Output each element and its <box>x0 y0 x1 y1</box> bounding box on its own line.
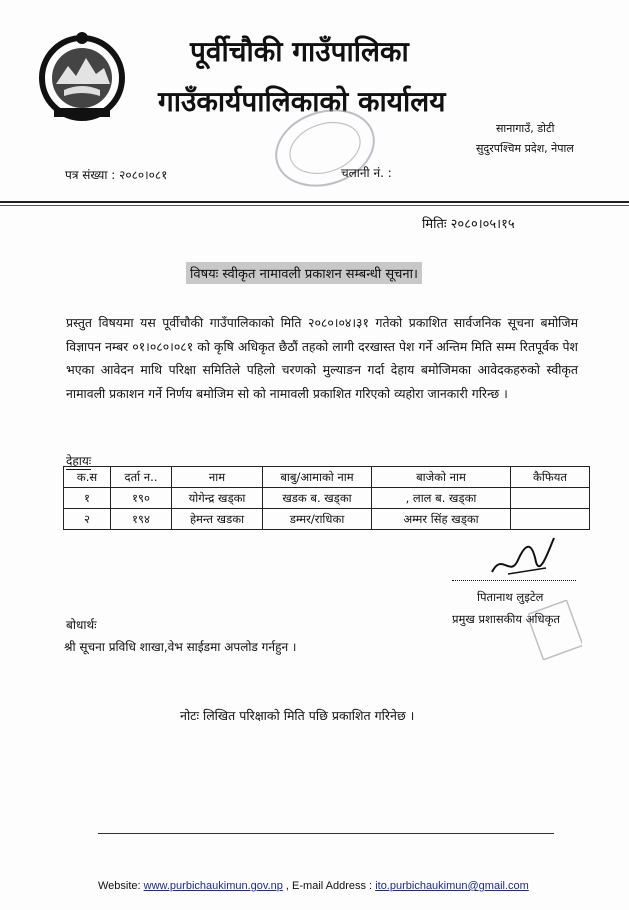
cell-remarks <box>511 509 590 530</box>
col-header-sn: क.स <box>64 467 111 488</box>
col-header-parent: बाबु/आमाको नाम <box>263 467 372 488</box>
office-name: गाउँकार्यपालिकाको कार्यालय <box>158 85 446 118</box>
cell-reg-no: १९४ <box>111 509 172 530</box>
cell-sn: २ <box>64 509 111 530</box>
col-header-reg-no: दर्ता न.. <box>111 467 172 488</box>
nepal-emblem-icon <box>34 28 130 124</box>
note-text: नोटः लिखित परिक्षाको मिति पछि प्रकाशित गरिनेछ । <box>180 708 415 723</box>
signature-line <box>452 580 576 581</box>
email-label: , E-mail Address : <box>285 880 373 892</box>
cell-remarks <box>511 488 590 509</box>
col-header-name: नाम <box>172 467 263 488</box>
signatory-post: प्रमुख प्रशासकीय अधिकृत <box>452 612 560 626</box>
subject-line: विषयः स्वीकृत नामावली प्रकाशन सम्बन्धी सूचना। <box>186 262 422 284</box>
cell-reg-no: १९० <box>111 488 172 509</box>
cell-parent: खडक ब. खड्का <box>263 488 372 509</box>
signatory-name: पितानाथ लुइटेल <box>477 590 544 604</box>
handwritten-signature <box>488 532 558 582</box>
col-header-remarks: कैफियत <box>511 467 590 488</box>
letter-date: मितिः २०८०।०५।१५ <box>422 217 515 232</box>
table-row <box>64 488 590 509</box>
footer-divider <box>98 833 554 834</box>
table-label: देहायः <box>66 454 92 468</box>
table-header-row <box>64 467 590 488</box>
copy-to-label: बोधार्थः <box>66 618 97 632</box>
cell-name: हेमन्त खडका <box>172 509 263 530</box>
address-line-1: सानागाउँ, डोटी <box>496 122 555 135</box>
dispatch-number: चलानी नं. : <box>341 166 392 180</box>
reference-number: पत्र संख्या : २०८०।०८१ <box>65 168 168 182</box>
address-line-2: सुदुरपश्चिम प्रदेश, नेपाल <box>476 142 574 155</box>
cell-parent: डम्मर/राधिका <box>263 509 372 530</box>
body-paragraph: प्रस्तुत विषयमा यस पूर्वीचौकी गाउँपालिकाको मिति २०८०।०४।३१ गतेको प्रकाशित सार्वजनिक सूचना बमोजिम विज्ञापन नम्बर ०१।०८०।०८१ को कृषि अधिकृत छैठौं तहको लागी दरखास्त पेश गर्ने अन्तिम मिति सम्म रितपूर्वक पेश भएका आवेदन माथि परिक्षा समितिले पहिलो चरणको मुल्याङन गर्दा देहाय बमोजिमका आवेदकहरुको स्वीकृत नामावली प्रकाशन गर्ने निर्णय बमोजिम सो को नामावली प्रकाशित गरिएको व्यहोरा जानकारी गरिन्छ । <box>66 315 578 401</box>
col-header-grandfather: बाजेको नाम <box>372 467 511 488</box>
website-label: Website: <box>98 880 141 892</box>
header-divider <box>0 201 629 203</box>
municipality-name: पूर्वीचौकी गाउँपालिका <box>190 35 409 68</box>
cell-grandfather: , लाल ब. खड्का <box>372 488 511 509</box>
website-link[interactable]: www.purbichaukimun.gov.np <box>143 880 283 892</box>
footer <box>98 880 529 892</box>
cell-grandfather: अम्मर सिंह खड्का <box>372 509 511 530</box>
cell-name: योगेन्द्र खड्का <box>172 488 263 509</box>
cell-sn: १ <box>64 488 111 509</box>
header-divider-thin <box>0 205 629 206</box>
applicant-table <box>63 466 590 530</box>
email-link[interactable]: ito.purbichaukimun@gmail.com <box>375 880 529 892</box>
signature-stamp <box>528 600 582 660</box>
table-row <box>64 509 590 530</box>
copy-to-recipient: श्री सूचना प्रविधि शाखा,वेभ साईडमा अपलोड गर्नहुन । <box>64 640 297 654</box>
